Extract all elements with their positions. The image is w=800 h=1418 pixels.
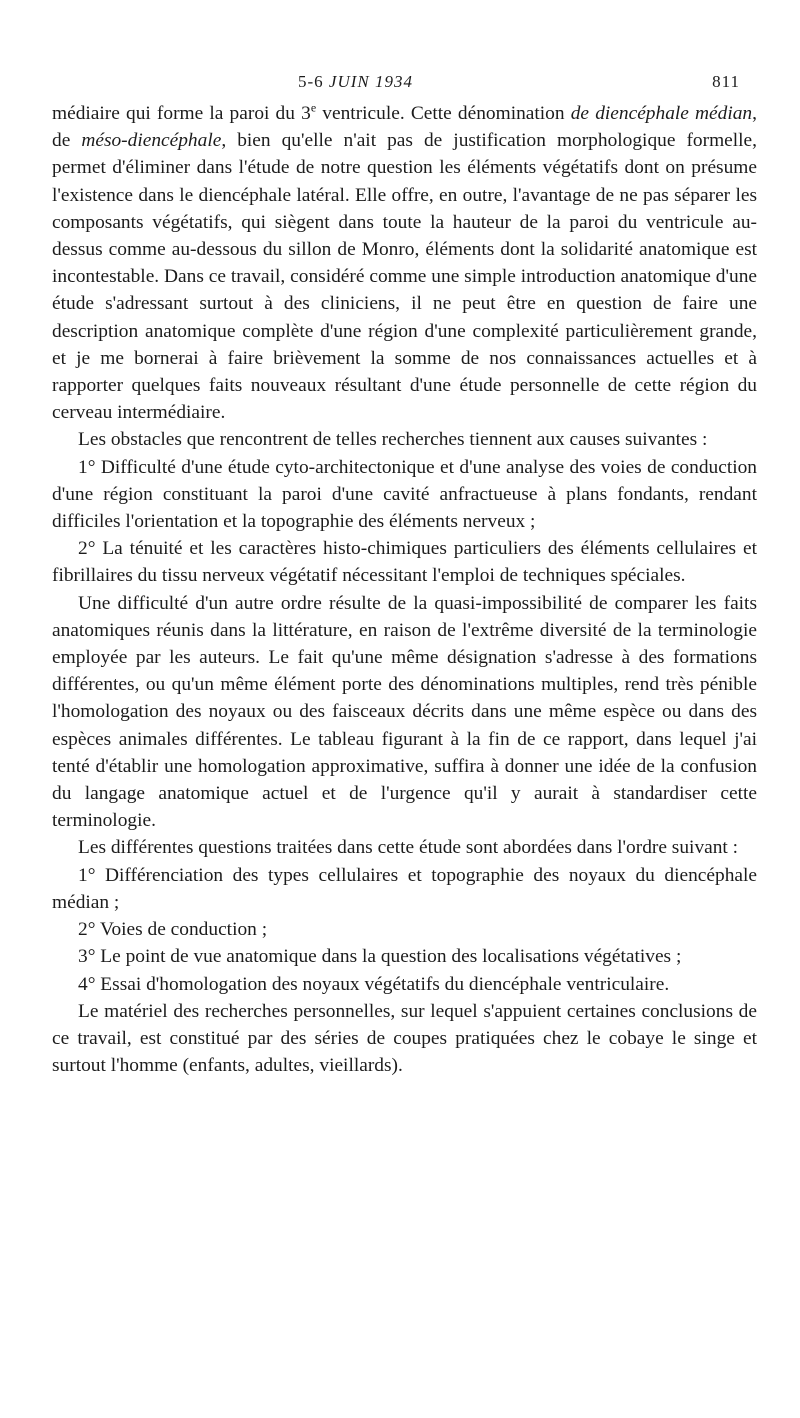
list-item-difficulty-2: 2° La ténuité et les caractères histo-chimiques particuliers des éléments cellulaires et fibrillaires du tissu nerveux végétatif nécessitant l'emploi de techniques spéciales.	[52, 538, 757, 587]
paragraph-material: Le matériel des recherches personnelles, sur lequel s'appuient certaines conclusions de ce travail, est constitué par des séries de coupes pratiquées chez le cobaye le singe et surtout l'homme (enfants, adultes, vieillards).	[52, 1000, 757, 1077]
list-item-difficulty-1: 1° Difficulté d'une étude cyto-architectonique et d'une analyse des voies de conduction d'une région constituant la paroi d'une cavité anfractueuse à plans fondants, rendant difficiles l'orientation et la topographie des éléments nerveux ;	[52, 456, 757, 533]
issue-month-year: JUIN 1934	[328, 72, 413, 91]
term-meso-diencephale: méso-diencéphale	[81, 130, 222, 152]
paragraph-2: Les obstacles que rencontrent de telles recherches tiennent aux causes suivantes :	[78, 429, 708, 451]
page-number: 811	[712, 72, 740, 91]
list-item-topic-1: 1° Différenciation des types cellulaires et topographie des noyaux du diencéphale médian ;	[52, 864, 757, 913]
paragraph-1: médiaire qui forme la paroi du 3e ventricule. Cette dénomination de diencéphale médian, de méso-diencéphale, bien qu'elle n'ait pas de justification morphologique formelle, permet d'éliminer dans l'étude de notre question les éléments végétatifs dont on présume l'existence dans le diencéphale latéral. Elle offre, en outre, l'avantage de ne pas séparer les composants végétatifs, qui siègent dans toute la hauteur de la paroi du ventricule au-dessus comme au-dessous du sillon de Monro, éléments dont la solidarité anatomique est incontestable. Dans ce travail, considéré comme une simple introduction anatomique d'une étude s'adressant surtout à des cliniciens, il ne peut être en question de faire une description anatomique complète d'une région d'une complexité particulièrement grande, et je me bornerai à faire brièvement la somme de nos connaissances actuelles et à rapporter quelques faits nouveaux résultant d'une étude personnelle de cette région du cerveau intermédiaire.	[52, 100, 757, 424]
running-head	[0, 72, 800, 98]
article-body	[52, 100, 757, 1079]
term-diencephale-median: de diencéphale médian	[570, 103, 753, 124]
paragraph-order: Les différentes questions traitées dans cette étude sont abordées dans l'ordre suivant :	[78, 837, 739, 859]
issue-date	[298, 72, 413, 92]
list-item-topic-4: 4° Essai d'homologation des noyaux végétatifs du diencéphale ventriculaire.	[78, 973, 670, 995]
list-item-topic-2: 2° Voies de conduction ;	[78, 919, 268, 941]
paragraph-terminology: Une difficulté d'un autre ordre résulte de la quasi-impossibilité de comparer les faits anatomiques réunis dans la littérature, en raison de l'extrême diversité de la terminologie employée par les auteurs. Le fait qu'une même désignation s'adresse à des formations différentes, ou qu'un même élément porte des dénominations multiples, rend très pénible l'homologation des noyaux ou des faisceaux décrits dans une même espèce ou dans des espèces animales différentes. Le tableau figurant à la fin de ce rapport, dans lequel j'ai tenté d'établir une homologation approximative, suffira à donner une idée de la confusion du langage anatomique actuel et de l'urgence qu'il y aurait à standardiser cette terminologie.	[52, 592, 757, 832]
issue-number: 5-6	[298, 72, 324, 91]
list-item-topic-3: 3° Le point de vue anatomique dans la question des localisations végétatives ;	[78, 946, 682, 968]
